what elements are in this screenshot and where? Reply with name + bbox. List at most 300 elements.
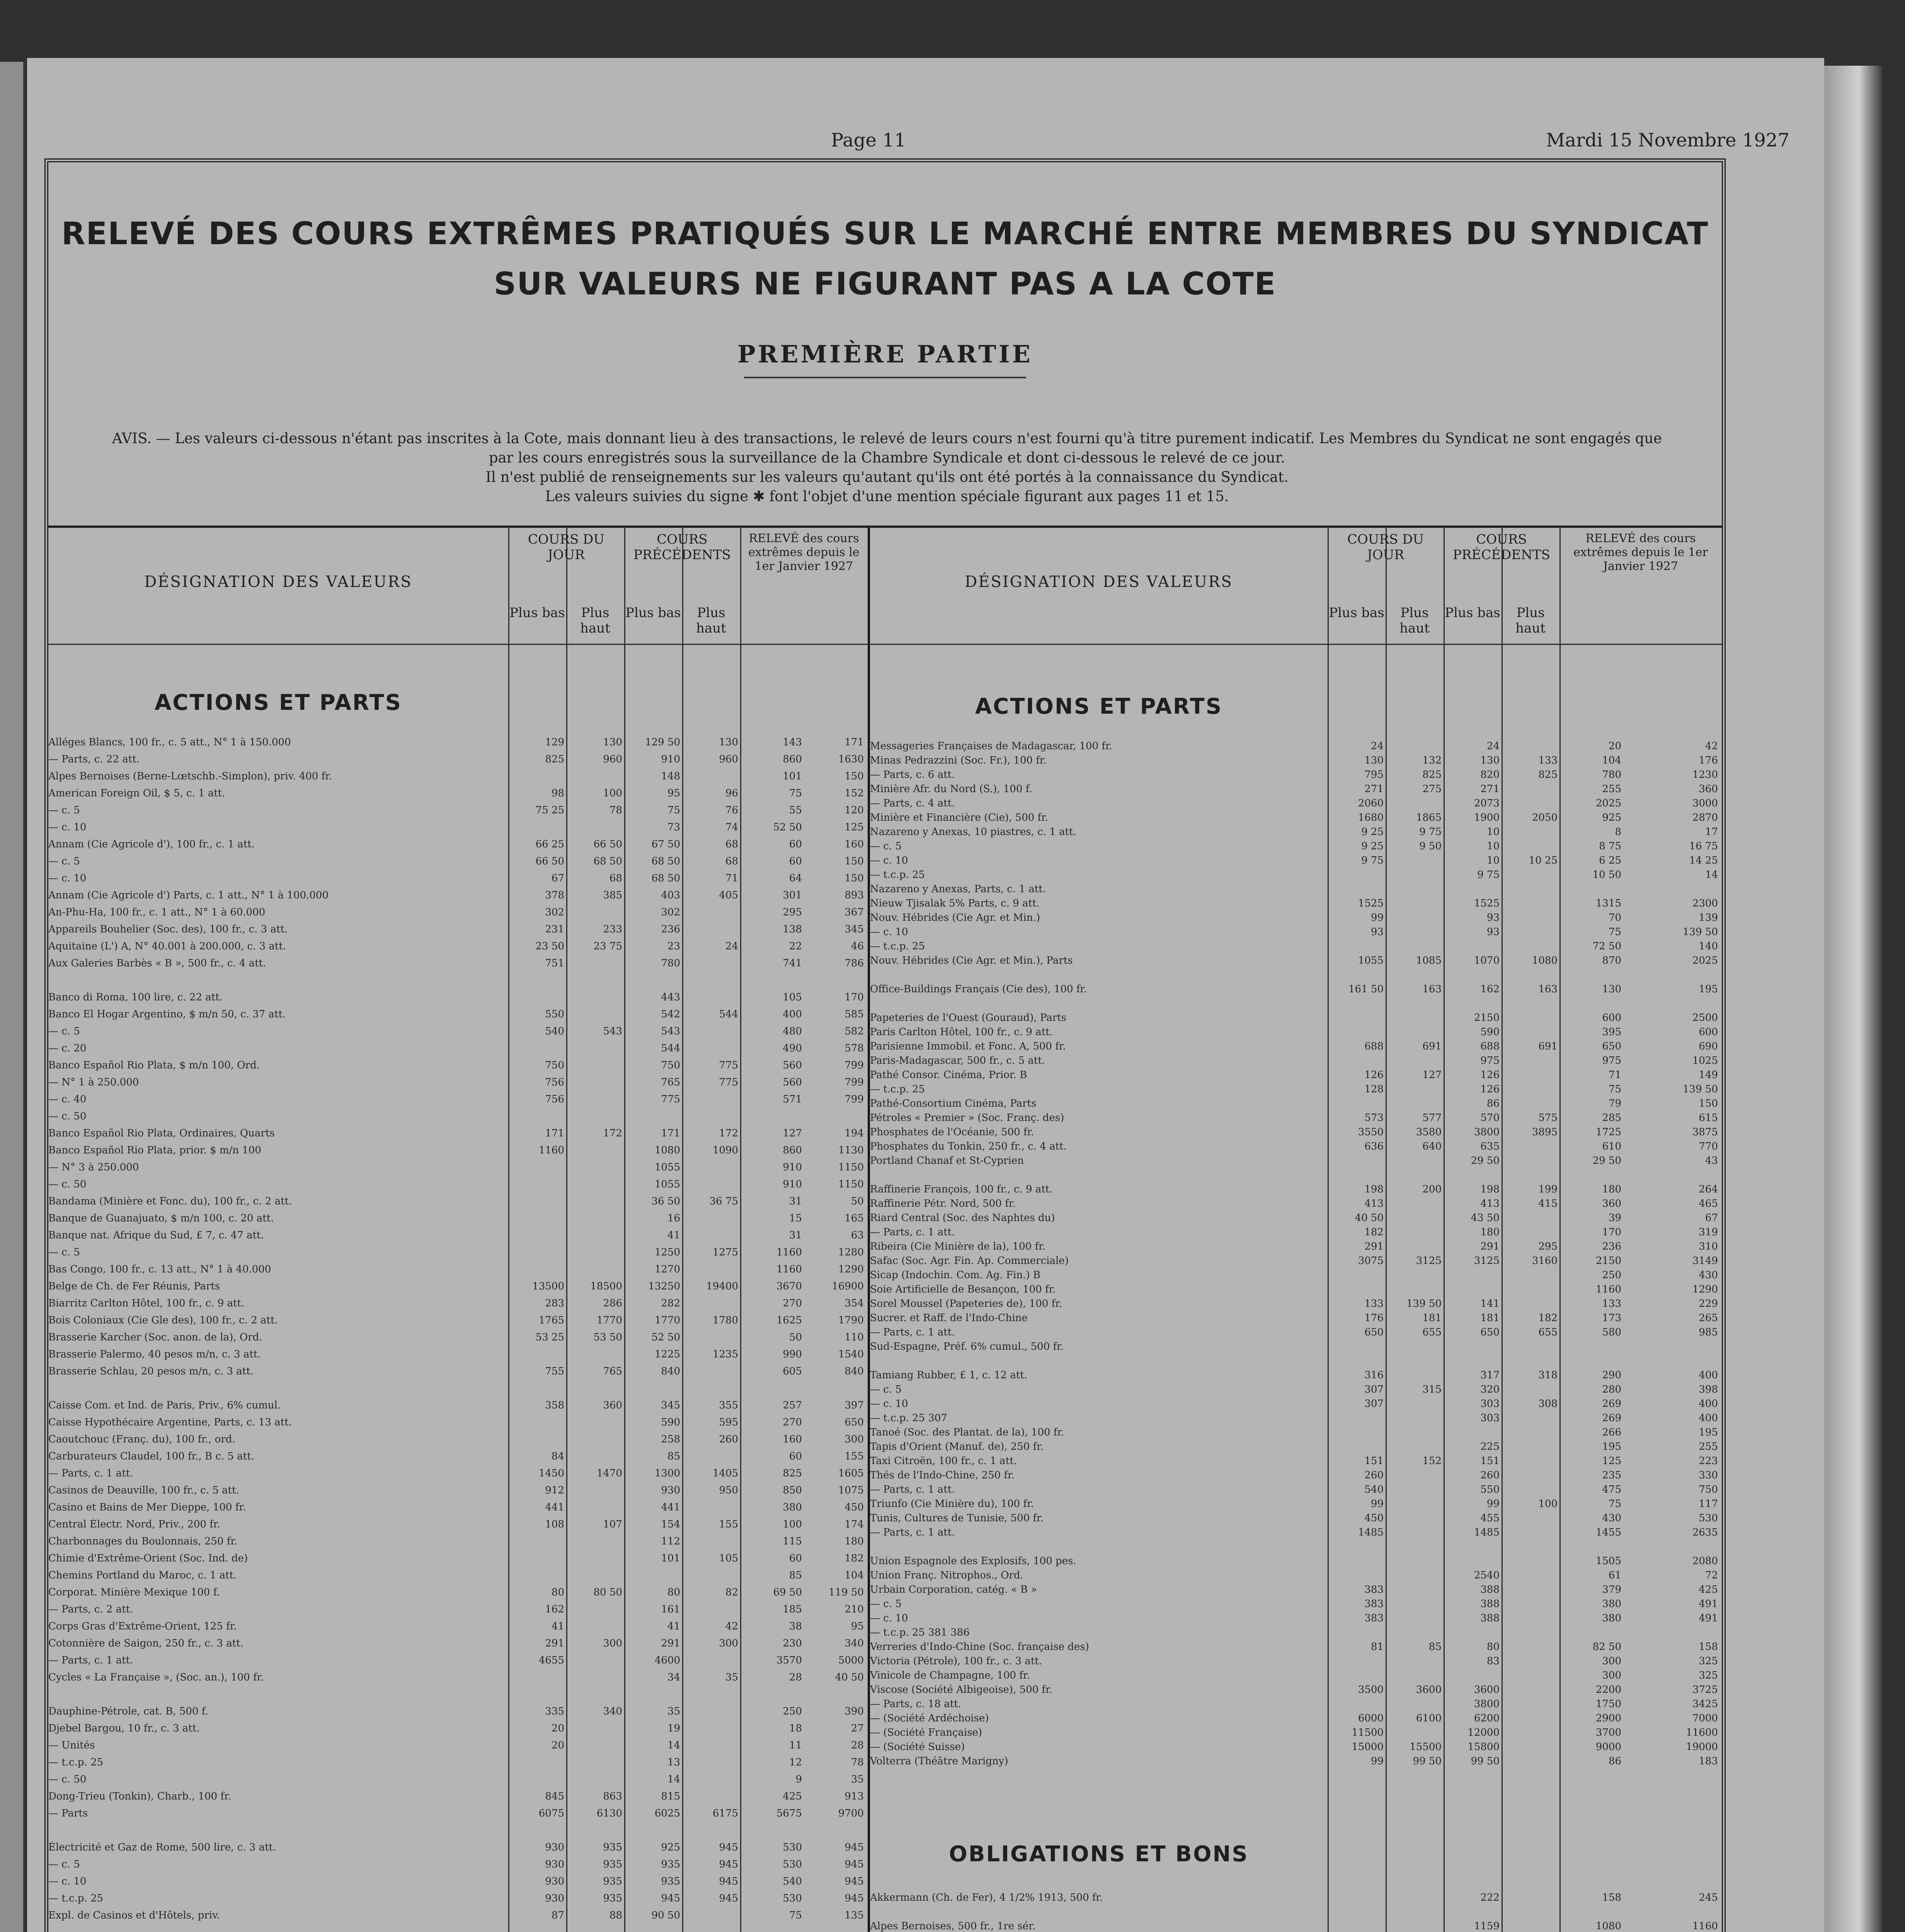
- table-row: [870, 1398, 1722, 1410]
- table-row: [48, 1111, 868, 1122]
- quote-value: 302: [661, 906, 680, 918]
- quote-value: 139 50: [1406, 1298, 1442, 1310]
- security-name: — c. 5: [48, 1859, 80, 1870]
- table-row: [48, 855, 868, 867]
- notice-line-3: Il n'est publié de renseignements sur les valeurs qu'autant qu'ils ont été portés à la connaissance du Syndicat.: [485, 469, 1289, 485]
- security-name: Tanoé (Soc. des Plantat. de la), 100 fr.: [870, 1427, 1064, 1438]
- quote-value: 275: [1422, 783, 1442, 795]
- quote-value: 300: [719, 1638, 738, 1649]
- table-row: [48, 1808, 868, 1819]
- security-name: Office-Buildings Français (Cie des), 100 fr.: [870, 983, 1087, 995]
- quote-value: 73: [667, 821, 680, 833]
- quote-value: 3125: [1416, 1255, 1442, 1267]
- quote-value: 3600: [1474, 1684, 1500, 1696]
- quote-value: 13250: [648, 1281, 680, 1292]
- security-name: Taxi Citroën, 100 fr., c. 1 att.: [870, 1455, 1017, 1467]
- table-row: [48, 1485, 868, 1496]
- quote-value: 990: [783, 1349, 802, 1360]
- quote-value: 71: [725, 872, 738, 884]
- quote-value: 60: [789, 1451, 802, 1462]
- quote-value: 1025: [1692, 1055, 1718, 1066]
- right-actions-title: ACTIONS ET PARTS: [975, 694, 1223, 719]
- quote-value: 270: [783, 1298, 802, 1309]
- page-number: Page 11: [831, 129, 906, 151]
- quote-value: 636: [1364, 1141, 1384, 1152]
- quote-value: 39: [1608, 1212, 1621, 1224]
- security-name: — c. 10: [48, 821, 87, 833]
- table-row: [870, 1141, 1722, 1152]
- right-obligations-rows: [870, 1892, 1722, 1932]
- quote-value: 93: [1370, 926, 1384, 938]
- quote-value: 1765: [538, 1315, 564, 1326]
- quote-value: 130: [719, 736, 738, 748]
- notice-paragraph: [72, 429, 1702, 506]
- quote-value: 2870: [1692, 812, 1718, 823]
- table-row: [48, 1893, 868, 1904]
- quote-value: 600: [1699, 1026, 1718, 1038]
- quote-value: 330: [1699, 1469, 1718, 1481]
- table-row: [48, 1196, 868, 1207]
- quote-value: 23 50: [535, 940, 564, 952]
- quote-value: 691: [1422, 1041, 1442, 1052]
- quote-value: 340: [603, 1706, 622, 1717]
- security-name: — Parts, c. 1 att.: [870, 1327, 955, 1338]
- quote-value: 799: [844, 1077, 864, 1088]
- quote-value: 450: [844, 1502, 864, 1513]
- quote-value: 171: [844, 736, 864, 748]
- security-name: — Parts, c. 22 att.: [48, 753, 140, 765]
- quote-value: 443: [661, 992, 680, 1003]
- security-name: Caoutchouc (Franç. du), 100 fr., ord.: [48, 1434, 235, 1445]
- quote-value: 68 50: [651, 855, 680, 867]
- quote-value: 75: [789, 1910, 802, 1921]
- quote-value: 413: [1480, 1198, 1500, 1209]
- quote-value: 6075: [538, 1808, 564, 1819]
- quote-value: 135: [844, 1910, 864, 1921]
- security-name: — Parts, c. 4 att.: [870, 798, 955, 809]
- quote-value: 310: [1699, 1241, 1718, 1252]
- quote-value: 71: [1608, 1069, 1621, 1081]
- quote-value: 1080: [1595, 1920, 1621, 1932]
- quote-value: 80: [551, 1587, 564, 1598]
- plus-haut-label: Plus haut: [580, 605, 610, 636]
- quote-value: 3895: [1532, 1126, 1558, 1138]
- table-row: [48, 889, 868, 901]
- quote-value: 160: [844, 838, 864, 850]
- quote-value: 825: [1538, 769, 1558, 781]
- quote-value: 303: [1480, 1412, 1500, 1424]
- quote-value: 194: [844, 1128, 864, 1139]
- security-name: — N° 3 à 250.000: [48, 1162, 139, 1173]
- page-fore-edge: [1824, 66, 1882, 1932]
- quote-value: 540: [783, 1876, 802, 1887]
- table-row: [870, 783, 1722, 795]
- table-row: [48, 1077, 868, 1088]
- table-row: [48, 1655, 868, 1666]
- quote-value: 860: [783, 753, 802, 765]
- table-row: [48, 1383, 868, 1394]
- security-name: — c. 5: [48, 855, 80, 867]
- quote-value: 100: [783, 1519, 802, 1530]
- table-row: [870, 926, 1722, 938]
- quote-value: 430: [1699, 1269, 1718, 1281]
- quote-value: 11500: [1352, 1727, 1384, 1738]
- quote-value: 80: [1486, 1641, 1500, 1653]
- table-row: [870, 1498, 1722, 1510]
- quote-value: 1525: [1358, 898, 1384, 909]
- quote-value: 825: [783, 1468, 802, 1479]
- table-row: [48, 753, 868, 765]
- quote-value: 112: [661, 1536, 680, 1547]
- quote-value: 35: [725, 1672, 738, 1683]
- quote-value: 650: [844, 1417, 864, 1428]
- quote-value: 99: [1370, 912, 1384, 923]
- table-row: [870, 912, 1722, 923]
- table-row: [48, 1825, 868, 1836]
- quote-value: 132: [1422, 755, 1442, 766]
- quote-value: 67: [551, 872, 564, 884]
- quote-value: 441: [545, 1502, 564, 1513]
- security-name: — (Société Suisse): [870, 1741, 965, 1753]
- quote-value: 129 50: [645, 736, 680, 748]
- quote-value: 913: [844, 1791, 864, 1802]
- quote-value: 590: [661, 1417, 680, 1428]
- quote-value: 12000: [1467, 1727, 1500, 1738]
- quote-value: 1230: [1692, 769, 1718, 781]
- quote-value: 945: [844, 1893, 864, 1904]
- quote-value: 6100: [1416, 1713, 1442, 1724]
- quote-value: 358: [545, 1400, 564, 1411]
- table-row: [48, 1842, 868, 1853]
- table-row: [870, 855, 1722, 866]
- quote-value: 3600: [1416, 1684, 1442, 1696]
- quote-value: 935: [603, 1859, 622, 1870]
- quote-value: 160: [783, 1434, 802, 1445]
- table-row: [48, 1553, 868, 1564]
- left-releve-header: RELEVÉ des cours extrêmes depuis le 1er Janvier 1927: [748, 532, 860, 573]
- quote-value: 573: [1364, 1112, 1384, 1124]
- table-row: [870, 1198, 1722, 1209]
- table-row: [870, 1155, 1722, 1167]
- quote-value: 283: [545, 1298, 564, 1309]
- quote-value: 60: [789, 1553, 802, 1564]
- quote-value: 101: [661, 1553, 680, 1564]
- quote-value: 60: [789, 855, 802, 867]
- security-name: — Parts, c. 1 att.: [870, 1527, 955, 1538]
- security-name: Banco El Hogar Argentino, $ m/n 50, c. 37 att.: [48, 1009, 286, 1020]
- quote-value: 75: [667, 804, 680, 816]
- quote-value: 570: [1480, 1112, 1500, 1124]
- quote-value: 66 50: [535, 855, 564, 867]
- quote-value: 935: [661, 1876, 680, 1887]
- quote-value: 235: [1602, 1469, 1621, 1481]
- quote-value: 264: [1699, 1184, 1718, 1195]
- issue-date: Mardi 15 Novembre 1927: [1546, 129, 1789, 151]
- table-row: [870, 798, 1722, 809]
- quote-value: 27: [851, 1723, 864, 1734]
- quote-value: 910: [661, 753, 680, 765]
- quote-value: 1080: [1532, 955, 1558, 966]
- right-releve-header: RELEVÉ des cours extrêmes depuis le 1er Janvier 1927: [1573, 532, 1708, 573]
- quote-value: 98: [551, 787, 564, 799]
- plus-bas-label: Plus bas: [1445, 605, 1500, 621]
- security-name: Biarritz Carlton Hôtel, 100 fr., c. 9 att.: [48, 1298, 245, 1309]
- quote-value: 379: [1602, 1584, 1621, 1595]
- quote-value: 1315: [1595, 898, 1621, 909]
- quote-value: 585: [844, 1009, 864, 1020]
- table-row: [48, 1434, 868, 1445]
- quote-value: 650: [1364, 1327, 1384, 1338]
- security-name: — c. 10: [870, 855, 908, 866]
- table-row: [870, 1612, 1722, 1624]
- quote-value: 300: [844, 1434, 864, 1445]
- quote-value: 544: [719, 1009, 738, 1020]
- quote-value: 1300: [654, 1468, 680, 1479]
- security-name: — Parts: [48, 1808, 88, 1819]
- security-name: — t.c.p. 25 381 386: [870, 1627, 970, 1638]
- table-row: [48, 1791, 868, 1802]
- security-name: Pétroles « Premier » (Soc. Franç. des): [870, 1112, 1064, 1124]
- quote-value: 1470: [596, 1468, 622, 1479]
- quote-value: 300: [1602, 1670, 1621, 1681]
- quote-value: 1080: [654, 1145, 680, 1156]
- quote-value: 24: [1370, 740, 1384, 752]
- quote-value: 108: [545, 1519, 564, 1530]
- table-row: [870, 1298, 1722, 1310]
- quote-value: 143: [783, 736, 802, 748]
- quote-value: 68: [725, 838, 738, 850]
- quote-value: 151: [1480, 1455, 1500, 1467]
- security-name: Triunfo (Cie Minière du), 100 fr.: [870, 1498, 1034, 1510]
- quote-value: 141: [1480, 1298, 1500, 1310]
- quote-value: 2635: [1692, 1527, 1718, 1538]
- table-row: [870, 1670, 1722, 1681]
- quote-value: 1450: [538, 1468, 564, 1479]
- table-row: [48, 1876, 868, 1887]
- quote-value: 19000: [1686, 1741, 1718, 1753]
- quote-value: 104: [844, 1570, 864, 1581]
- quote-value: 1525: [1474, 898, 1500, 909]
- quote-value: 825: [545, 753, 564, 765]
- quote-value: 1070: [1474, 955, 1500, 966]
- table-row: [48, 975, 868, 986]
- quote-value: 85: [667, 1451, 680, 1462]
- quote-value: 86: [1486, 1098, 1500, 1109]
- quote-value: 945: [844, 1842, 864, 1853]
- quote-value: 130: [1480, 755, 1500, 766]
- table-row: [870, 1920, 1722, 1932]
- quote-value: 775: [719, 1060, 738, 1071]
- quote-value: 149: [1699, 1069, 1718, 1081]
- quote-value: 20: [551, 1740, 564, 1751]
- table-row: [48, 1043, 868, 1054]
- quote-value: 269: [1602, 1412, 1621, 1424]
- quote-value: 260: [1480, 1469, 1500, 1481]
- table-row: [48, 957, 868, 969]
- security-name: Tamiang Rubber, £ 1, c. 12 att.: [870, 1369, 1028, 1381]
- security-name: Chemins Portland du Maroc, c. 1 att.: [48, 1570, 237, 1581]
- table-row: [870, 1755, 1722, 1767]
- quote-value: 101: [783, 770, 802, 782]
- quote-value: 180: [844, 1536, 864, 1547]
- quote-value: 230: [783, 1638, 802, 1649]
- quote-value: 93: [1486, 926, 1500, 938]
- security-name: Viscose (Société Albigeoise), 500 fr.: [870, 1684, 1052, 1696]
- quote-value: 181: [1422, 1312, 1442, 1324]
- security-name: — t.c.p. 25: [870, 1083, 925, 1095]
- security-name: Dong-Trieu (Tonkin), Charb., 100 fr.: [48, 1791, 231, 1802]
- quote-value: 307: [1364, 1398, 1384, 1410]
- quote-value: 756: [545, 1077, 564, 1088]
- quote-value: 76: [725, 804, 738, 816]
- quote-value: 2900: [1595, 1713, 1621, 1724]
- quote-value: 2300: [1692, 898, 1718, 909]
- quote-value: 199: [1538, 1184, 1558, 1195]
- table-row: [870, 1012, 1722, 1024]
- table-row: [48, 1672, 868, 1683]
- quote-value: 1160: [776, 1247, 802, 1258]
- quote-value: 185: [783, 1604, 802, 1615]
- security-name: — Parts, c. 1 att.: [48, 1655, 133, 1666]
- table-row: [870, 1284, 1722, 1295]
- quote-value: 845: [545, 1791, 564, 1802]
- quote-value: 2150: [1595, 1255, 1621, 1267]
- quote-value: 530: [783, 1842, 802, 1853]
- quote-value: 139: [1699, 912, 1718, 923]
- quote-value: 63: [851, 1230, 864, 1241]
- table-row: [48, 1859, 868, 1870]
- table-row: [870, 969, 1722, 981]
- security-name: Nieuw Tjisalak 5% Parts, c. 9 att.: [870, 898, 1040, 909]
- quote-value: 75 25: [535, 804, 564, 816]
- table-row: [870, 898, 1722, 909]
- quote-value: 935: [603, 1876, 622, 1887]
- quote-value: 5675: [776, 1808, 802, 1819]
- table-row: [870, 1892, 1722, 1903]
- table-row: [870, 1098, 1722, 1109]
- quote-value: 825: [1422, 769, 1442, 781]
- quote-value: 182: [1538, 1312, 1558, 1324]
- quote-value: 100: [603, 787, 622, 799]
- quote-value: 1250: [654, 1247, 680, 1258]
- quote-value: 3550: [1358, 1126, 1384, 1138]
- quote-value: 165: [844, 1213, 864, 1224]
- table-row: [870, 883, 1722, 895]
- security-name: Cotonnière de Saigon, 250 fr., c. 3 att.: [48, 1638, 243, 1649]
- quote-value: 9 25: [1361, 826, 1384, 838]
- security-name: Caisse Com. et Ind. de Paris, Priv., 6% cumul.: [48, 1400, 281, 1411]
- quote-value: 1630: [838, 753, 864, 765]
- quote-value: 174: [844, 1519, 864, 1530]
- table-row: [48, 1451, 868, 1462]
- security-name: Corps Gras d'Extrême-Orient, 125 fr.: [48, 1621, 237, 1632]
- quote-value: 14: [667, 1774, 680, 1785]
- quote-value: 475: [1602, 1484, 1621, 1495]
- security-name: Alléges Blancs, 100 fr., c. 5 att., N° 1 à 150.000: [48, 736, 291, 748]
- quote-value: 93: [1486, 912, 1500, 923]
- quote-value: 600: [1602, 1012, 1621, 1024]
- quote-value: 90 50: [651, 1910, 680, 1921]
- quote-value: 16: [667, 1213, 680, 1224]
- quote-value: 139 50: [1683, 1083, 1718, 1095]
- quote-value: 3125: [1474, 1255, 1500, 1267]
- security-name: Akkermann (Ch. de Fer), 4 1/2% 1913, 500 fr.: [870, 1892, 1103, 1903]
- quote-value: 88: [609, 1910, 622, 1921]
- security-name: Nazareno y Anexas, Parts, c. 1 att.: [870, 883, 1046, 895]
- quote-value: 354: [844, 1298, 864, 1309]
- quote-value: 1290: [838, 1264, 864, 1275]
- security-name: — t.c.p. 25 307: [870, 1412, 947, 1424]
- quote-value: 1235: [712, 1349, 738, 1360]
- quote-value: 360: [603, 1400, 622, 1411]
- quote-value: 133: [1602, 1298, 1621, 1310]
- quote-value: 236: [1602, 1241, 1621, 1252]
- quote-value: 1055: [654, 1162, 680, 1173]
- quote-value: 2150: [1474, 1012, 1500, 1024]
- quote-value: 540: [1364, 1484, 1384, 1495]
- security-name: Vinicole de Champagne, 100 fr.: [870, 1670, 1030, 1681]
- table-row: [48, 923, 868, 935]
- quote-value: 163: [1538, 983, 1558, 995]
- quote-value: 1750: [1595, 1698, 1621, 1710]
- quote-value: 425: [1699, 1584, 1718, 1595]
- quote-value: 413: [1364, 1198, 1384, 1209]
- quote-value: 945: [844, 1859, 864, 1870]
- quote-value: 756: [545, 1094, 564, 1105]
- security-name: Brasserie Karcher (Soc. anon. de la), Ord.: [48, 1332, 262, 1343]
- quote-value: 9 50: [1419, 840, 1442, 852]
- quote-value: 257: [783, 1400, 802, 1411]
- quote-value: 1540: [838, 1349, 864, 1360]
- header-bottom-rule: [48, 644, 1722, 645]
- security-name: Sorel Moussel (Papeteries de), 100 fr.: [870, 1298, 1062, 1310]
- quote-value: 930: [661, 1485, 680, 1496]
- quote-value: 388: [1480, 1612, 1500, 1624]
- quote-value: 6130: [596, 1808, 622, 1819]
- security-name: Alpes Bernoises (Berne-Lœtschb.-Simplon), priv. 400 fr.: [48, 770, 332, 782]
- quote-value: 13500: [532, 1281, 564, 1292]
- security-name: Verreries d'Indo-Chine (Soc. française des): [870, 1641, 1089, 1653]
- table-row: [870, 1541, 1722, 1553]
- quote-value: 260: [1364, 1469, 1384, 1481]
- security-name: Pathé Consor. Cinéma, Prior. B: [870, 1069, 1027, 1081]
- quote-value: 155: [719, 1519, 738, 1530]
- quote-value: 640: [1422, 1141, 1442, 1152]
- table-row: [870, 1713, 1722, 1724]
- quote-value: 198: [1364, 1184, 1384, 1195]
- quote-value: 1090: [712, 1145, 738, 1156]
- quote-value: 61: [1608, 1570, 1621, 1581]
- quote-value: 290: [1602, 1369, 1621, 1381]
- plus-bas-label: Plus bas: [1329, 605, 1384, 621]
- quote-value: 2025: [1595, 798, 1621, 809]
- quote-value: 42: [1705, 740, 1718, 752]
- quote-value: 403: [661, 889, 680, 901]
- security-name: — c. 5: [48, 1247, 80, 1258]
- table-row: [870, 1041, 1722, 1052]
- table-row: [48, 1009, 868, 1020]
- quote-value: 550: [1480, 1484, 1500, 1495]
- security-name: Pathé-Consortium Cinéma, Parts: [870, 1098, 1037, 1109]
- security-name: Annam (Cie Agricole d'), 100 fr., c. 1 att.: [48, 838, 255, 850]
- security-name: — Unités: [48, 1740, 95, 1751]
- security-name: An-Phu-Ha, 100 fr., c. 1 att., N° 1 à 60.000: [48, 906, 266, 918]
- quote-value: 23: [667, 940, 680, 952]
- quote-value: 68 50: [651, 872, 680, 884]
- quote-value: 345: [844, 923, 864, 935]
- table-row: [870, 1469, 1722, 1481]
- quote-value: 22: [789, 940, 802, 952]
